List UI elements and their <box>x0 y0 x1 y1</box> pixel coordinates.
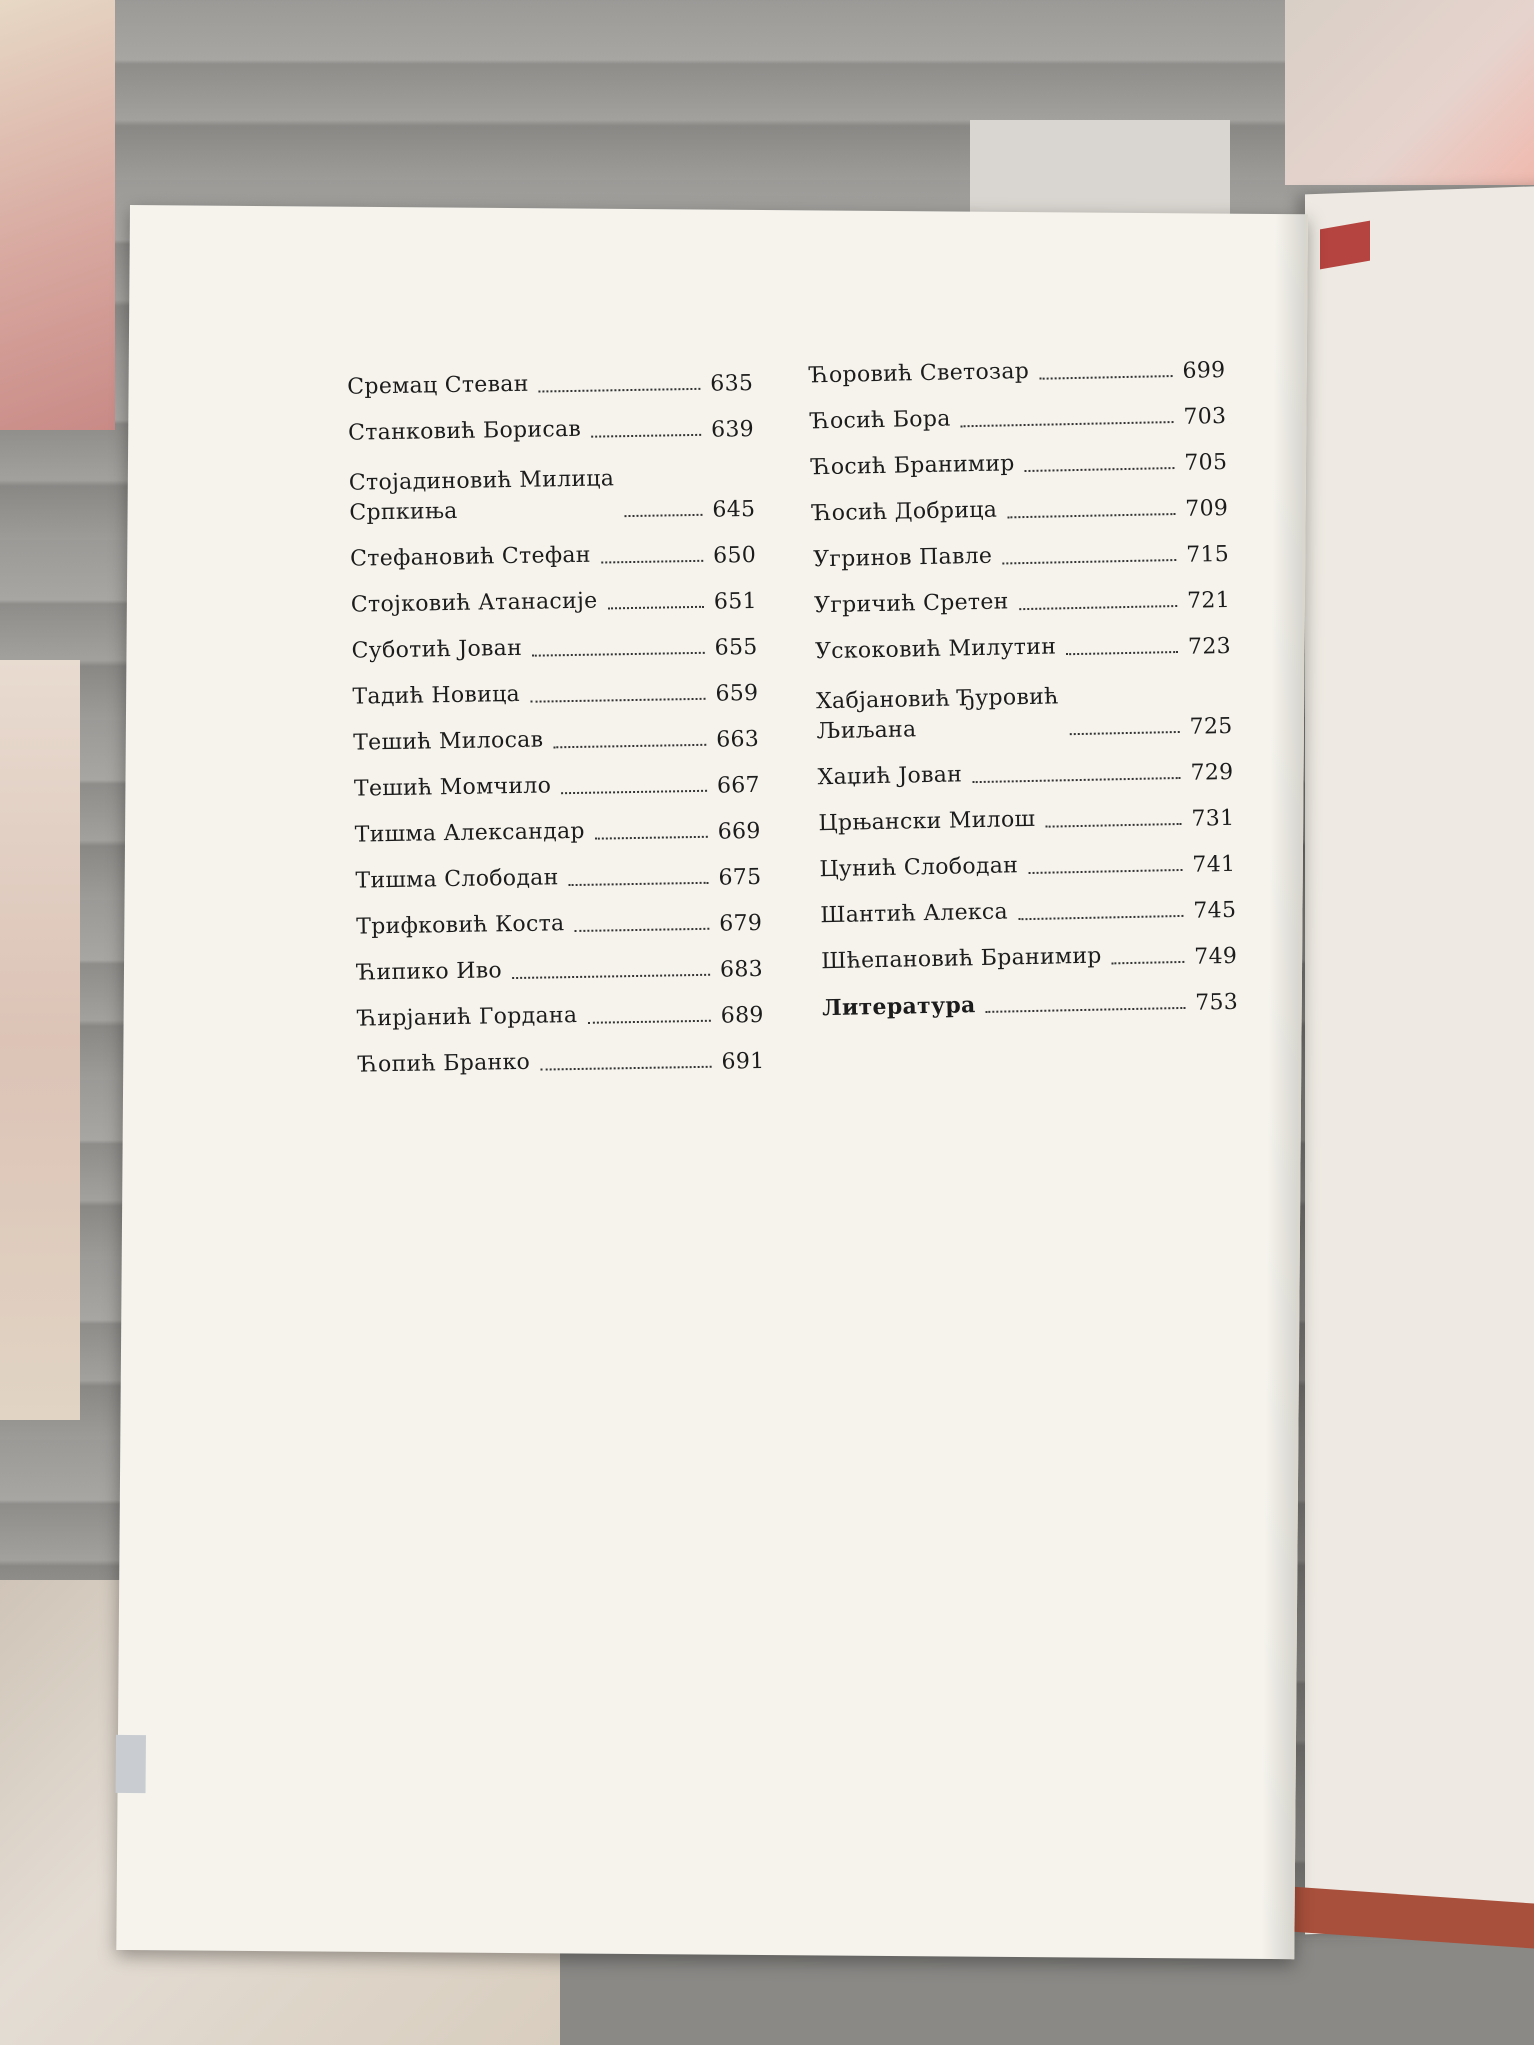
toc-entry-page: 749 <box>1194 943 1238 970</box>
toc-entry <box>814 613 1230 667</box>
background-card <box>0 660 80 1420</box>
toc-entry-page: 659 <box>715 680 759 707</box>
background-card <box>1285 0 1534 185</box>
toc-entry <box>355 844 761 897</box>
toc-leader-dots <box>986 1007 1186 1013</box>
toc-entry <box>810 383 1226 437</box>
toc-leader-dots <box>601 560 703 564</box>
toc-entry <box>358 1028 764 1081</box>
toc-leader-dots <box>553 744 706 749</box>
toc-entry-page: 721 <box>1186 587 1231 614</box>
toc-entry-page: 683 <box>719 956 764 983</box>
toc-entry-page: 709 <box>1185 495 1229 522</box>
toc-leader-dots <box>1019 605 1177 610</box>
toc-entry <box>813 521 1229 575</box>
toc-entry <box>822 969 1238 1023</box>
toc-entry-name: Стојадиновић Милица Српкиња <box>348 466 615 526</box>
toc-entry <box>809 337 1225 391</box>
toc-entry <box>357 936 763 989</box>
toc-entry-page: 675 <box>718 864 762 891</box>
toc-column-left <box>347 350 764 1081</box>
toc-entry-page: 731 <box>1191 805 1235 832</box>
toc-entry-name: Цунић Слободан <box>819 853 1019 883</box>
toc-entry <box>350 568 756 621</box>
toc-entry-name: Стефановић Стефан <box>349 542 591 572</box>
toc-entry-name: Шантић Алекса <box>820 899 1009 929</box>
toc-entry <box>817 739 1233 793</box>
toc-entry-page: 715 <box>1185 541 1230 568</box>
toc-leader-dots <box>1018 915 1183 920</box>
toc-entry <box>821 923 1237 977</box>
toc-leader-dots <box>961 421 1174 427</box>
toc-entry <box>820 877 1236 931</box>
toc-entry-name: Ћоровић Светозар <box>809 358 1030 389</box>
toc-leader-dots <box>539 388 701 393</box>
toc-entry-name: Станковић Борисав <box>347 416 582 446</box>
toc-leader-dots <box>1069 731 1179 735</box>
toc-entry-name: Ћосић Бора <box>810 406 951 435</box>
toc-entry-page: 645 <box>712 496 756 523</box>
toc-entry-name: Ћопић Бранко <box>358 1049 531 1078</box>
toc-entry-page: 639 <box>710 416 755 443</box>
toc-entry <box>353 752 759 805</box>
toc-entry-page: 669 <box>717 818 761 845</box>
toc-entry <box>348 442 754 529</box>
toc-leader-dots <box>1112 961 1185 964</box>
toc-entry-page: 729 <box>1190 759 1234 786</box>
toc-entry-page: 691 <box>721 1048 765 1075</box>
toc-leader-dots <box>530 698 705 703</box>
book-page <box>116 205 1308 1959</box>
page-tab <box>116 1735 146 1793</box>
toc-entry-page: 679 <box>719 910 763 937</box>
toc-leader-dots <box>532 652 705 657</box>
toc-entry <box>811 429 1227 483</box>
toc-leader-dots <box>1002 559 1176 564</box>
toc-entry <box>818 785 1234 839</box>
toc-entry-page: 689 <box>720 1002 764 1029</box>
toc-entry-name: Литература <box>821 992 976 1022</box>
toc-leader-dots <box>595 836 708 840</box>
toc-leader-dots <box>569 882 709 886</box>
toc-entry <box>353 706 759 759</box>
toc-entry-name: Ћирјанић Гордана <box>357 1002 578 1032</box>
toc-entry <box>815 659 1232 747</box>
toc-entry <box>812 475 1228 529</box>
toc-entry <box>347 350 753 403</box>
toc-leader-dots <box>1028 869 1182 874</box>
facing-page <box>1305 186 1534 1935</box>
toc-entry-name: Тешић Момчило <box>353 773 552 802</box>
toc-leader-dots <box>540 1066 711 1071</box>
toc-entry-name: Ћипико Иво <box>356 958 503 986</box>
toc-entry <box>814 567 1230 621</box>
toc-entry-name: Ћосић Бранимир <box>811 451 1015 481</box>
toc-entry-name: Угринов Павле <box>812 543 993 573</box>
toc-leader-dots <box>1039 375 1172 380</box>
background-card <box>0 0 115 430</box>
toc-entry <box>351 614 757 667</box>
toc-leader-dots <box>561 790 707 794</box>
toc-entry <box>348 396 754 449</box>
toc-leader-dots <box>591 434 701 438</box>
toc-leader-dots <box>608 606 704 610</box>
toc-entry-name: Ускоковић Милутин <box>814 634 1057 665</box>
toc-leader-dots <box>1066 651 1178 655</box>
toc-column-right <box>809 337 1238 1023</box>
toc-entry-name: Ћосић Добрица <box>812 497 998 527</box>
toc-leader-dots <box>1007 513 1175 518</box>
toc-entry-page: 650 <box>712 542 757 569</box>
toc-entry-page: 725 <box>1189 713 1233 740</box>
toc-leader-dots <box>587 1020 711 1024</box>
toc-entry <box>354 798 760 851</box>
toc-entry-page: 667 <box>716 772 761 799</box>
toc-entry-page: 651 <box>713 588 758 615</box>
toc-entry-page: 741 <box>1192 851 1236 878</box>
toc-entry-page: 703 <box>1183 403 1227 430</box>
toc-entry-name: Суботић Јован <box>351 635 523 664</box>
toc-entry-name: Угричић Сретен <box>813 589 1009 619</box>
toc-entry <box>357 982 763 1035</box>
toc-leader-dots <box>1045 823 1181 828</box>
toc-entry-name: Тадић Новица <box>352 681 521 710</box>
toc-entry <box>356 890 762 943</box>
toc-entry <box>352 660 758 713</box>
toc-entry-name: Сремац Стеван <box>347 371 529 400</box>
toc-entry-name: Тишма Слободан <box>355 865 559 894</box>
toc-leader-dots <box>972 777 1180 783</box>
toc-entry-page: 705 <box>1184 449 1228 476</box>
toc-entry <box>350 522 756 575</box>
toc-entry-page: 753 <box>1194 989 1239 1016</box>
toc-leader-dots <box>575 928 710 932</box>
toc-leader-dots <box>512 974 710 979</box>
toc-entry-page: 655 <box>714 634 758 661</box>
toc-entry-name: Црњански Милош <box>818 806 1036 837</box>
toc-entry-name: Стојковић Атанасије <box>350 588 598 618</box>
toc-leader-dots <box>625 514 703 517</box>
toc-entry <box>819 831 1235 885</box>
toc-entry-page: 723 <box>1187 633 1232 660</box>
toc-entry-page: 663 <box>716 726 760 753</box>
toc-entry-name: Тишма Александар <box>354 818 586 848</box>
toc-entry-page: 745 <box>1193 897 1237 924</box>
toc-entry-name: Шћепановић Бранимир <box>821 943 1102 975</box>
gutter-shadow <box>1261 214 1305 1959</box>
toc-entry-page: 699 <box>1182 357 1226 384</box>
toc-entry-name: Хабјановић Ђуровић Љиљана <box>815 684 1059 745</box>
toc-entry-name: Тешић Милосав <box>353 727 544 756</box>
toc-entry-name: Хаџић Јован <box>817 762 963 791</box>
toc-entry-page: 635 <box>710 370 754 397</box>
toc-leader-dots <box>1025 467 1175 472</box>
toc-entry-name: Трифковић Коста <box>356 911 565 940</box>
